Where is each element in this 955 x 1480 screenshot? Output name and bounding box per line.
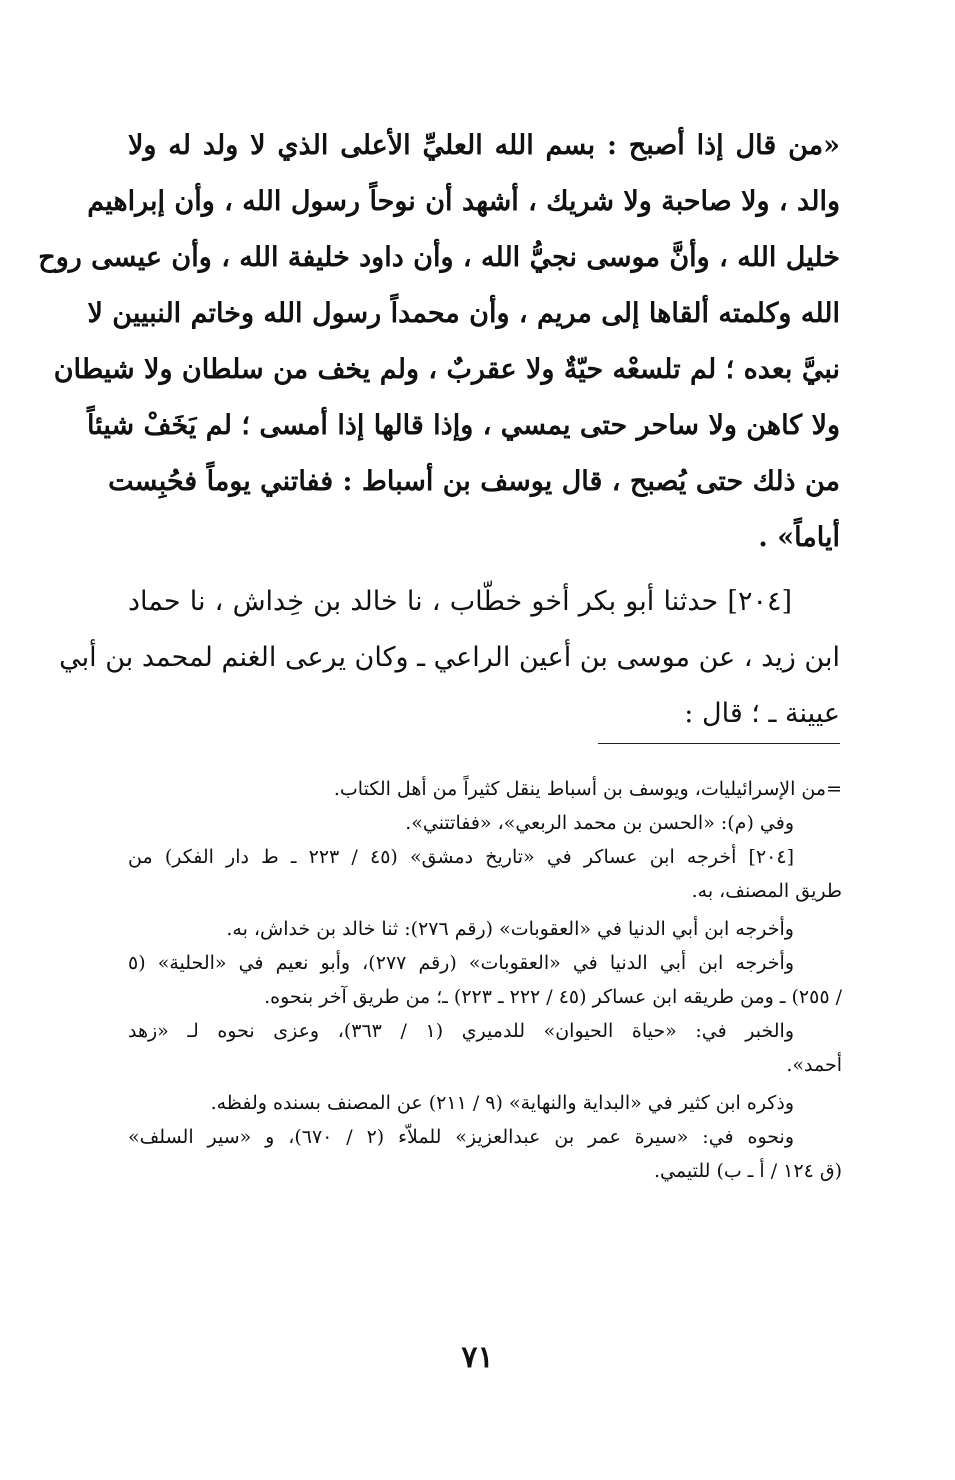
main-line: [٢٠٤] حدثنا أبو بكر أخو خطّاب ، نا خالد بن خِداش ، نا حماد	[128, 586, 792, 617]
footnote-line: وفي (م): «الحسن بن محمد الربعي»، «ففاتتني».	[405, 812, 794, 834]
footnote-line: وذكره ابن كثير في «البداية والنهاية» (٩ / ٢١١) عن المصنف بسنده ولفظه.	[210, 1092, 794, 1114]
footnote-line: (ق ١٢٤ / أ ـ ب) للتيمي.	[654, 1160, 842, 1182]
footnote-line: [٢٠٤] أخرجه ابن عساكر في «تاريخ دمشق» (٤٥ / ٢٢٣ ـ ط دار الفكر) من	[128, 846, 794, 868]
footnote-line: والخبر في: «حياة الحيوان» للدميري (١ / ٣٦٣)، وعزى نحوه لـ «زهد	[128, 1020, 795, 1042]
footnote-line: =من الإسرائيليات، ويوسف بن أسباط ينقل كثيراً من أهل الكتاب.	[333, 778, 842, 800]
page-number: ٧١	[461, 1340, 494, 1375]
main-line: ولا كاهن ولا ساحر حتى يمسي ، وإذا قالها إذا أمسى ؛ لم يَخَفْ شيئاً	[86, 410, 840, 441]
footnote-line: / ٢٥٥) ـ ومن طريقه ابن عساكر (٤٥ / ٢٢٢ ـ ٢٢٣) ـ؛ من طريق آخر بنحوه.	[264, 986, 842, 1008]
paragraph-gap	[128, 566, 840, 574]
main-line: من ذلك حتى يُصبح ، قال يوسف بن أسباط : ففاتني يوماً فحُبِست	[108, 466, 840, 497]
footnote-separator	[598, 743, 840, 744]
main-line: أياماً» .	[758, 522, 840, 553]
main-line: «من قال إذا أصبح : بسم الله العليِّ الأعلى الذي لا ولد له ولا	[128, 130, 840, 161]
main-line: الله وكلمته ألقاها إلى مريم ، وأن محمداً رسول الله وخاتم النبيين لا	[87, 298, 840, 329]
footnotes	[128, 772, 842, 1188]
main-line: عيينة ـ ؛ قال :	[684, 698, 840, 729]
footnote-line: طريق المصنف، به.	[691, 880, 842, 902]
footnote-line: ونحوه في: «سيرة عمر بن عبدالعزيز» للملاّء (٢ / ٦٧٠)، و «سير السلف»	[128, 1126, 794, 1148]
footnote-line: وأخرجه ابن أبي الدنيا في «العقوبات» (رقم ٢٧٧)، وأبو نعيم في «الحلية» (٥	[128, 952, 794, 974]
main-line: والد ، ولا صاحبة ولا شريك ، أشهد أن نوحاً رسول الله ، وأن إبراهيم	[87, 186, 840, 217]
footnote-line: وأخرجه ابن أبي الدنيا في «العقوبات» (رقم ٢٧٦): ثنا خالد بن خداش، به.	[226, 918, 794, 940]
main-text	[38, 118, 840, 742]
main-line: نبيَّ بعده ؛ لم تلسعْه حيّةٌ ولا عقربٌ ، ولم يخف من سلطان ولا شيطان	[53, 354, 840, 385]
main-line: خليل الله ، وأنَّ موسى نجيُّ الله ، وأن داود خليفة الله ، وأن عيسى روح	[38, 242, 840, 273]
footnote-line: أحمد».	[786, 1054, 842, 1076]
main-line: ابن زيد ، عن موسى بن أعين الراعي ـ وكان يرعى الغنم لمحمد بن أبي	[59, 642, 840, 673]
